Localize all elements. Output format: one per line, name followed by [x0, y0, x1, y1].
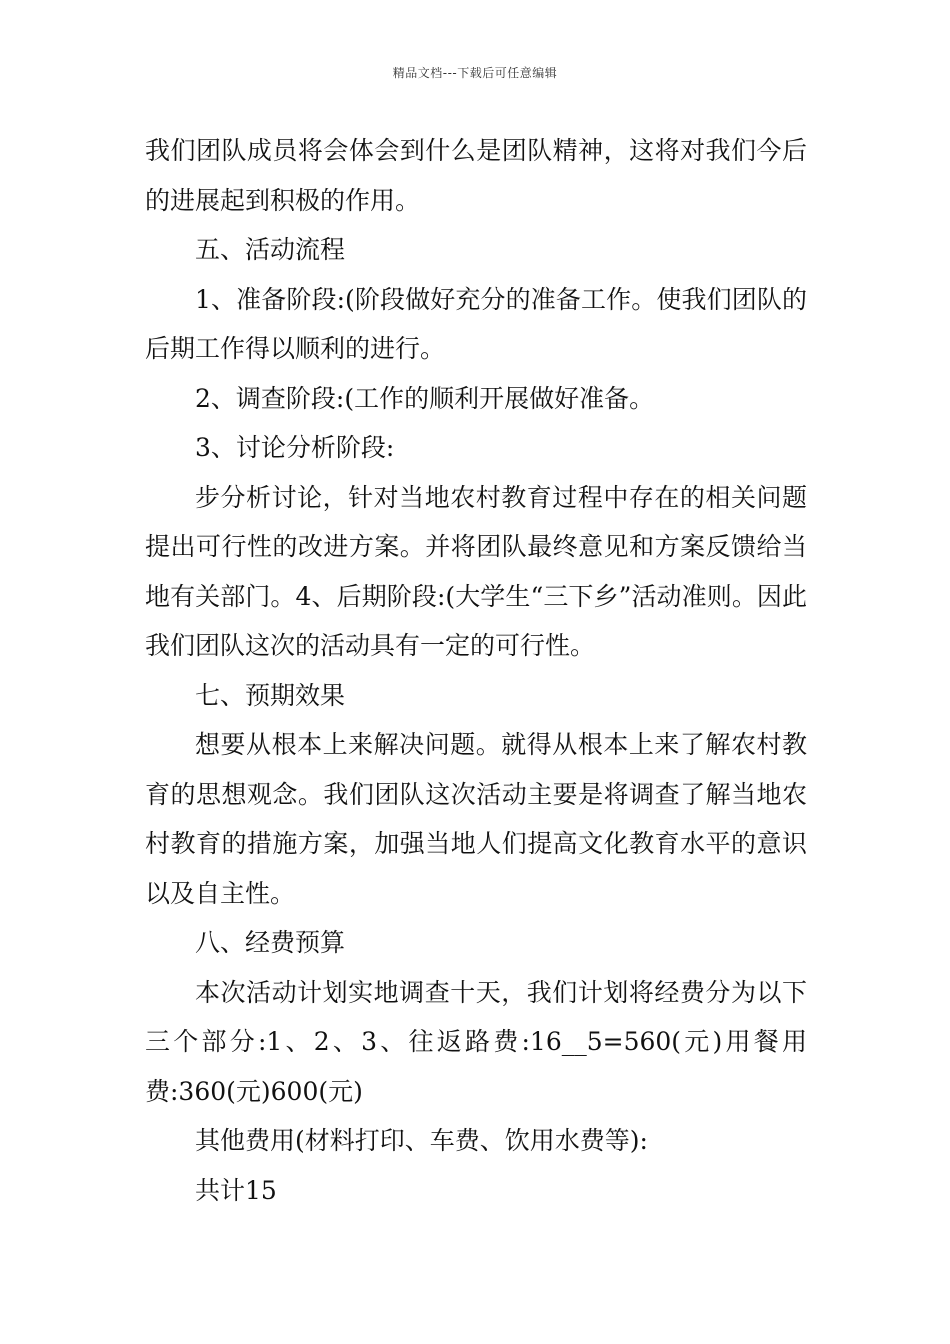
- paragraph-expected-effect: 想要从根本上来解决问题。就得从根本上来了解农村教育的思想观念。我们团队这次活动主要是将调查了解当地农村教育的措施方案，加强当地人们提高文化教育水平的意识以及自主性。: [145, 730, 807, 908]
- paragraph-budget-details: 本次活动计划实地调查十天，我们计划将经费分为以下三个部分:1、2、3、往返路费:16__5=560(元)用餐用费:360(元)600(元): [145, 977, 807, 1106]
- section-heading-activity-process: 五、活动流程: [195, 235, 346, 264]
- paragraph-analysis-details: 步分析讨论，针对当地农村教育过程中存在的相关问题提出可行性的改进方案。并将团队最终意见和方案反馈给当地有关部门。4、后期阶段:(大学生“三下乡”活动准则。因此我们团队这次的活动具有一定的可行性。: [145, 482, 807, 660]
- section-heading-budget: 八、经费预算: [195, 928, 346, 957]
- paragraph-preparation-stage: 1、准备阶段:(阶段做好充分的准备工作。使我们团队的后期工作得以顺利的进行。: [145, 284, 807, 363]
- paragraph-continuation: 我们团队成员将会体会到什么是团队精神，这将对我们今后的进展起到积极的作用。: [145, 136, 807, 215]
- paragraph-other-costs: 其他费用(材料打印、车费、饮用水费等):: [195, 1126, 648, 1155]
- paragraph-total: 共计15: [195, 1175, 277, 1205]
- document-body: [145, 126, 807, 1215]
- section-heading-expected-effect: 七、预期效果: [195, 680, 346, 710]
- paragraph-survey-stage: 2、调查阶段:(工作的顺利开展做好准备。: [195, 383, 655, 413]
- page-header: 精品文档---下载后可任意编辑: [392, 66, 558, 80]
- paragraph-discussion-stage: 3、讨论分析阶段:: [195, 433, 395, 462]
